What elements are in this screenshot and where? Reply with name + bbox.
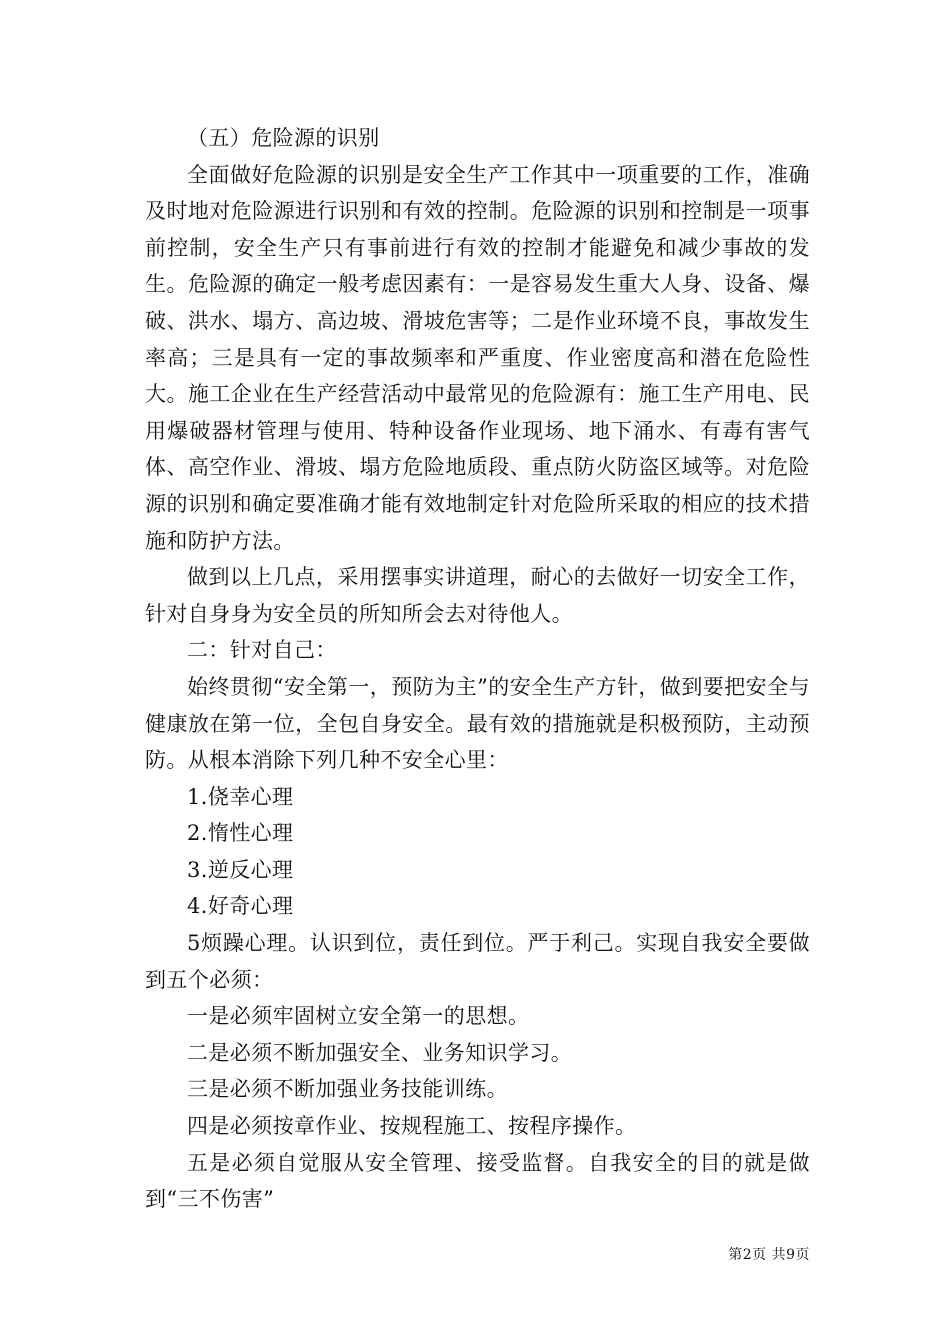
list-item: 2.惰性心理 — [187, 821, 294, 846]
body-paragraph: 始终贯彻“安全第一，预防为主”的安全生产方针，做到要把安全与健康放在第一位，全包自身安全。最有效的措施就是积极预防，主动预防。从根本消除下列几种不安全心里： — [145, 674, 810, 773]
list-item: 四是必须按章作业、按规程施工、按程序操作。 — [187, 1114, 637, 1139]
list-item: 3.逆反心理 — [187, 857, 294, 882]
body-paragraph: 5烦躁心理。认识到位，责任到位。严于利己。实现自我安全要做到五个必须： — [145, 931, 810, 992]
list-item: 一是必须牢固树立安全第一的思想。 — [187, 1004, 530, 1029]
section-heading: （五）危险源的识别 — [187, 126, 380, 150]
list-item: 1.侥幸心理 — [187, 784, 294, 809]
list-item: 三是必须不断加强业务技能训练。 — [187, 1077, 508, 1102]
subsection-heading: 二：针对自己： — [187, 638, 337, 663]
body-paragraph: 全面做好危险源的识别是安全生产工作其中一项重要的工作，准确及时地对危险源进行识别和有效的控制。危险源的识别和控制是一项事前控制，安全生产只有事前进行有效的控制才能避免和减少事故的发生。危险源的确定一般考虑因素有：一是容易发生重大人身、设备、爆破、洪水、塌方、高边坡、滑坡危害等；二是作业环境不良，事故发生率高；三是具有一定的事故频率和严重度、作业密度高和潜在危险性大。施工企业在生产经营活动中最常见的危险源有：施工生产用电、民用爆破器材管理与使用、特种设备作业现场、地下涌水、有毒有害气体、高空作业、滑坡、塌方危险地质段、重点防火防盗区域等。对危险源的识别和确定要准确才能有效地制定针对危险所采取的相应的技术措施和防护方法。 — [145, 162, 810, 553]
body-paragraph: 五是必须自觉服从安全管理、接受监督。自我安全的目的就是做到“三不伤害” — [145, 1150, 810, 1212]
document-body — [145, 120, 810, 1218]
page-number-footer: 第2页 共9页 — [728, 1247, 810, 1263]
body-paragraph: 做到以上几点，采用摆事实讲道理，耐心的去做好一切安全工作，针对自身身为安全员的所知所会去对待他人。 — [145, 565, 810, 626]
list-item: 二是必须不断加强安全、业务知识学习。 — [187, 1040, 573, 1065]
list-item: 4.好奇心理 — [187, 894, 294, 919]
